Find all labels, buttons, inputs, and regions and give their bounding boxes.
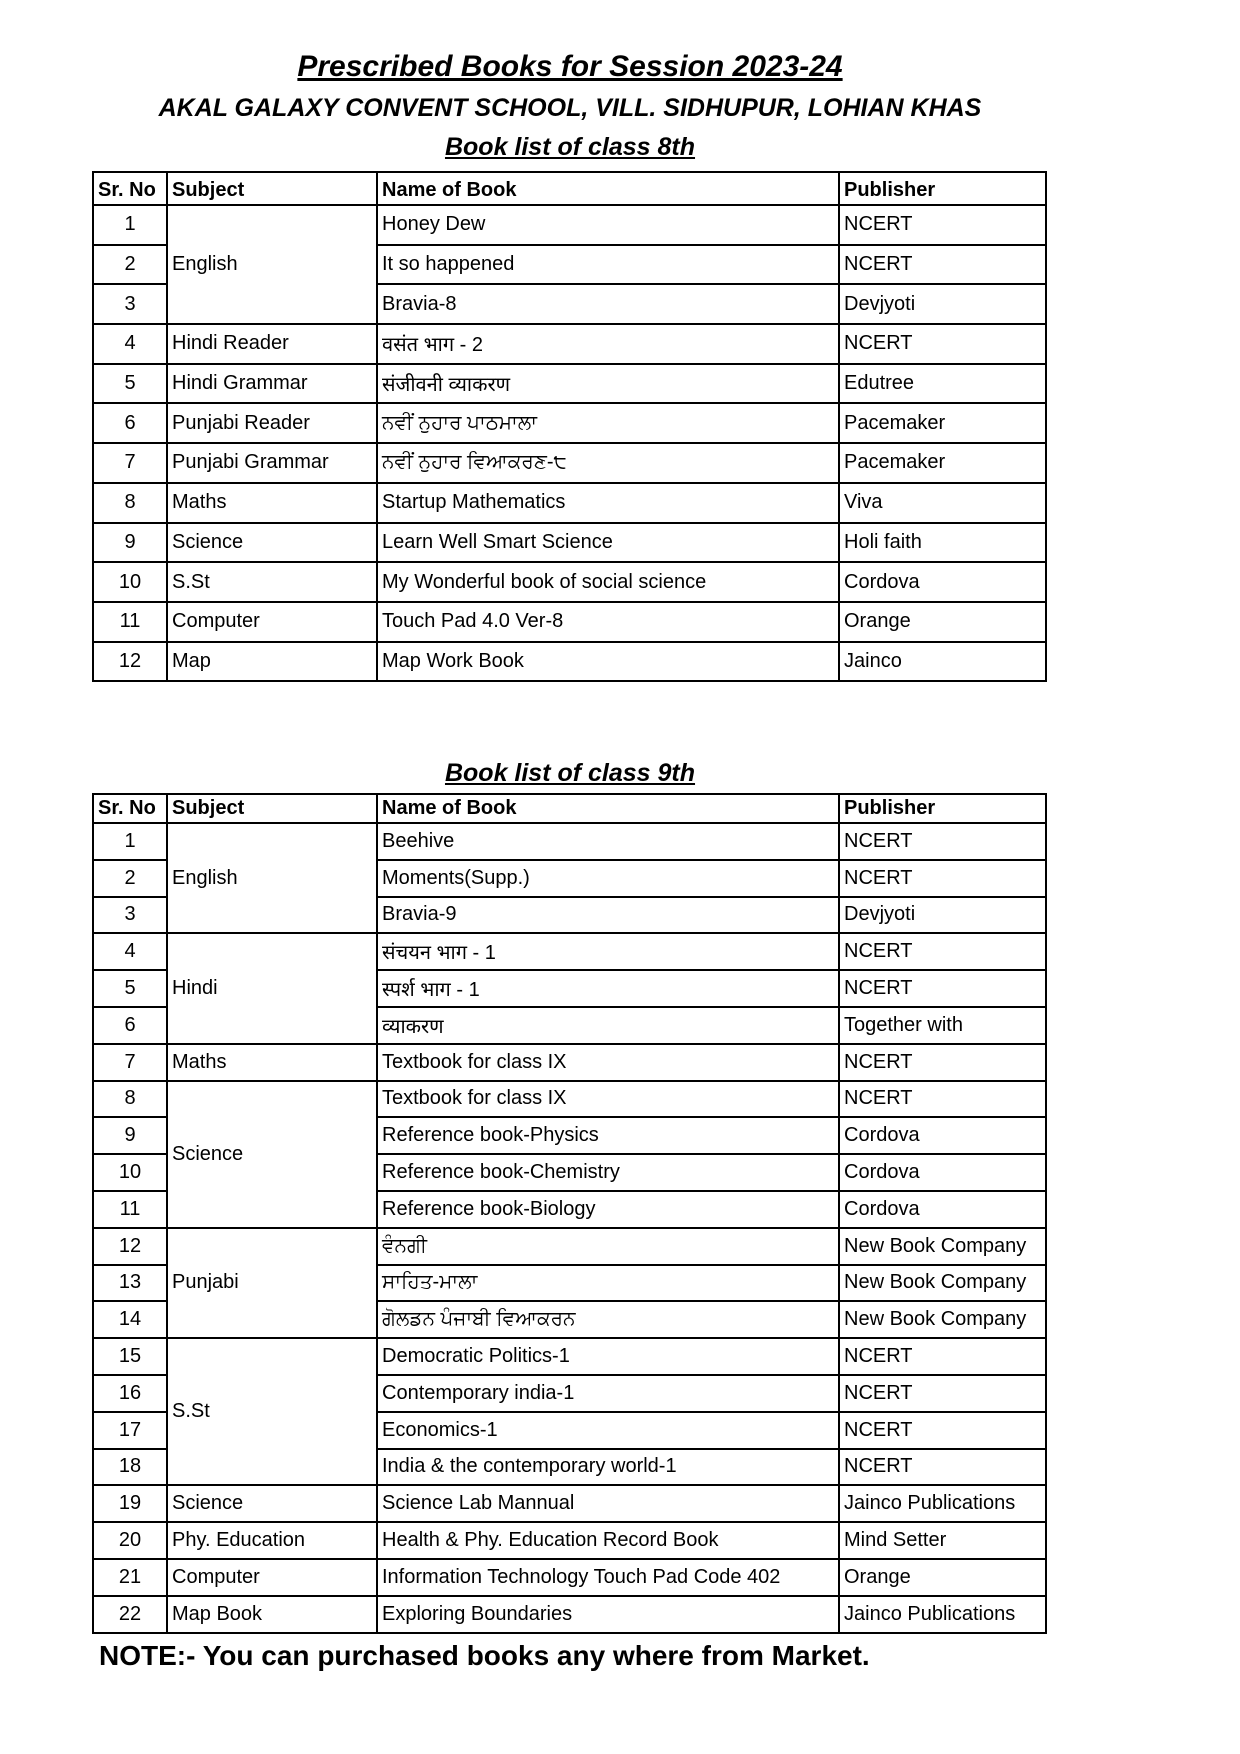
publisher-cell: Jainco [839,642,1046,682]
publisher-cell: Together with [839,1007,1046,1044]
subject-cell: Science [167,523,377,563]
publisher-cell: NCERT [839,970,1046,1007]
subject-cell: Maths [167,1044,377,1081]
publisher-cell: NCERT [839,1449,1046,1486]
table-row [93,1338,1046,1375]
book-name-cell: Textbook for class IX [377,1081,839,1118]
sr-no-cell: 2 [93,245,167,285]
table-row [93,1559,1046,1596]
book-name-cell: It so happened [377,245,839,285]
table-row [93,933,1046,970]
subject-cell: Computer [167,602,377,642]
book-name-cell: Bravia-8 [377,284,839,324]
book-name-cell: Contemporary india-1 [377,1375,839,1412]
sr-no-cell: 1 [93,205,167,245]
header-book-name: Name of Book [377,794,839,823]
subject-cell: Map Book [167,1596,377,1633]
book-name-cell: Information Technology Touch Pad Code 402 [377,1559,839,1596]
book-name-cell: Reference book-Chemistry [377,1154,839,1191]
sr-no-cell: 1 [93,823,167,860]
subject-cell: Punjabi [167,1228,377,1338]
sr-no-cell: 10 [93,1154,167,1191]
sr-no-cell: 12 [93,1228,167,1265]
publisher-cell: Orange [839,602,1046,642]
header-publisher: Publisher [839,794,1046,823]
subject-cell: Science [167,1485,377,1522]
sr-no-cell: 6 [93,1007,167,1044]
class8-book-table [92,171,1047,682]
book-name-cell: Touch Pad 4.0 Ver-8 [377,602,839,642]
table-row [93,562,1046,602]
publisher-cell: Cordova [839,1191,1046,1228]
school-name: AKAL GALAXY CONVENT SCHOOL, VILL. SIDHUPUR, LOHIAN KHAS [158,94,982,122]
sr-no-cell: 19 [93,1485,167,1522]
sr-no-cell: 4 [93,324,167,364]
book-name-cell: Science Lab Mannual [377,1485,839,1522]
header-subject: Subject [167,794,377,823]
book-name-cell: संजीवनी व्याकरण [377,364,839,404]
publisher-cell: Mind Setter [839,1522,1046,1559]
table-header-row [93,172,1046,205]
class9-caption: Book list of class 9th [444,759,696,787]
table-row [93,1596,1046,1633]
publisher-cell: NCERT [839,1081,1046,1118]
publisher-cell: Orange [839,1559,1046,1596]
sr-no-cell: 7 [93,1044,167,1081]
publisher-cell: Cordova [839,1154,1046,1191]
table-header-row [93,794,1046,823]
publisher-cell: NCERT [839,324,1046,364]
book-name-cell: Learn Well Smart Science [377,523,839,563]
header-book-name: Name of Book [377,172,839,205]
book-name-cell: Health & Phy. Education Record Book [377,1522,839,1559]
sr-no-cell: 3 [93,897,167,934]
sr-no-cell: 11 [93,602,167,642]
book-name-cell: वसंत भाग - 2 [377,324,839,364]
table-row [93,1485,1046,1522]
subject-cell: Map [167,642,377,682]
book-name-cell: Moments(Supp.) [377,860,839,897]
book-name-cell: ਵੰਨਗੀ [377,1228,839,1265]
publisher-cell: New Book Company [839,1265,1046,1302]
subject-cell: Computer [167,1559,377,1596]
book-name-cell: Map Work Book [377,642,839,682]
publisher-cell: NCERT [839,860,1046,897]
book-name-cell: Exploring Boundaries [377,1596,839,1633]
book-name-cell: Startup Mathematics [377,483,839,523]
sr-no-cell: 7 [93,443,167,483]
book-name-cell: Democratic Politics-1 [377,1338,839,1375]
book-name-cell: Reference book-Physics [377,1117,839,1154]
table-row [93,324,1046,364]
class8-caption: Book list of class 8th [444,133,696,161]
book-name-cell: My Wonderful book of social science [377,562,839,602]
header-sr-no: Sr. No [93,172,167,205]
sr-no-cell: 15 [93,1338,167,1375]
publisher-cell: NCERT [839,205,1046,245]
table-row [93,483,1046,523]
table-row [93,1228,1046,1265]
book-name-cell: ਨਵੀਂ ਨੁਹਾਰ ਵਿਆਕਰਣ-੮ [377,443,839,483]
sr-no-cell: 18 [93,1449,167,1486]
sr-no-cell: 6 [93,403,167,443]
sr-no-cell: 8 [93,1081,167,1118]
publisher-cell: NCERT [839,1375,1046,1412]
table-row [93,823,1046,860]
subject-cell: Maths [167,483,377,523]
header-subject: Subject [167,172,377,205]
publisher-cell: NCERT [839,823,1046,860]
header-sr-no: Sr. No [93,794,167,823]
sr-no-cell: 5 [93,364,167,404]
publisher-cell: NCERT [839,1412,1046,1449]
subject-cell: S.St [167,562,377,602]
book-name-cell: India & the contemporary world-1 [377,1449,839,1486]
publisher-cell: NCERT [839,1044,1046,1081]
table-row [93,1522,1046,1559]
publisher-cell: Holi faith [839,523,1046,563]
sr-no-cell: 22 [93,1596,167,1633]
subject-cell: Hindi Reader [167,324,377,364]
publisher-cell: NCERT [839,245,1046,285]
publisher-cell: Jainco Publications [839,1596,1046,1633]
sr-no-cell: 14 [93,1301,167,1338]
class9-book-table [92,793,1047,1634]
sr-no-cell: 3 [93,284,167,324]
publisher-cell: Cordova [839,1117,1046,1154]
sr-no-cell: 9 [93,1117,167,1154]
table-row [93,364,1046,404]
table-row [93,642,1046,682]
subject-cell: S.St [167,1338,377,1485]
page-title: Prescribed Books for Session 2023-24 [297,50,843,83]
sr-no-cell: 4 [93,933,167,970]
sr-no-cell: 13 [93,1265,167,1302]
subject-cell: Punjabi Grammar [167,443,377,483]
publisher-cell: Viva [839,483,1046,523]
book-name-cell: संचयन भाग - 1 [377,933,839,970]
purchase-note: NOTE:- You can purchased books any where from Market. [99,1640,870,1671]
publisher-cell: Pacemaker [839,403,1046,443]
publisher-cell: Devjyoti [839,897,1046,934]
sr-no-cell: 10 [93,562,167,602]
book-name-cell: ਨਵੀਂ ਨੁਹਾਰ ਪਾਠਮਾਲਾ [377,403,839,443]
publisher-cell: New Book Company [839,1228,1046,1265]
table-row [93,602,1046,642]
publisher-cell: Pacemaker [839,443,1046,483]
sr-no-cell: 20 [93,1522,167,1559]
table-row [93,403,1046,443]
book-name-cell: Economics-1 [377,1412,839,1449]
book-name-cell: Bravia-9 [377,897,839,934]
sr-no-cell: 8 [93,483,167,523]
sr-no-cell: 2 [93,860,167,897]
subject-cell: Punjabi Reader [167,403,377,443]
book-name-cell: Textbook for class IX [377,1044,839,1081]
sr-no-cell: 11 [93,1191,167,1228]
publisher-cell: Devjyoti [839,284,1046,324]
table-row [93,1081,1046,1118]
book-name-cell: Honey Dew [377,205,839,245]
publisher-cell: Jainco Publications [839,1485,1046,1522]
subject-cell: Phy. Education [167,1522,377,1559]
publisher-cell: New Book Company [839,1301,1046,1338]
book-name-cell: ਸਾਹਿਤ-ਮਾਲਾ [377,1265,839,1302]
sr-no-cell: 21 [93,1559,167,1596]
subject-cell: Hindi [167,933,377,1043]
table-row [93,205,1046,245]
table-row [93,1044,1046,1081]
subject-cell: English [167,823,377,933]
table-row [93,523,1046,563]
sr-no-cell: 5 [93,970,167,1007]
publisher-cell: NCERT [839,1338,1046,1375]
subject-cell: Science [167,1081,377,1228]
book-name-cell: ਗੋਲਡਨ ਪੰਜਾਬੀ ਵਿਆਕਰਨ [377,1301,839,1338]
book-name-cell: व्याकरण [377,1007,839,1044]
class9-rows [93,823,1046,1633]
sr-no-cell: 12 [93,642,167,682]
publisher-cell: Edutree [839,364,1046,404]
publisher-cell: NCERT [839,933,1046,970]
subject-cell: English [167,205,377,324]
book-name-cell: Beehive [377,823,839,860]
header-publisher: Publisher [839,172,1046,205]
sr-no-cell: 17 [93,1412,167,1449]
table-row [93,443,1046,483]
sr-no-cell: 9 [93,523,167,563]
book-name-cell: Reference book-Biology [377,1191,839,1228]
sr-no-cell: 16 [93,1375,167,1412]
subject-cell: Hindi Grammar [167,364,377,404]
book-name-cell: स्पर्श भाग - 1 [377,970,839,1007]
publisher-cell: Cordova [839,562,1046,602]
class8-rows [93,205,1046,681]
